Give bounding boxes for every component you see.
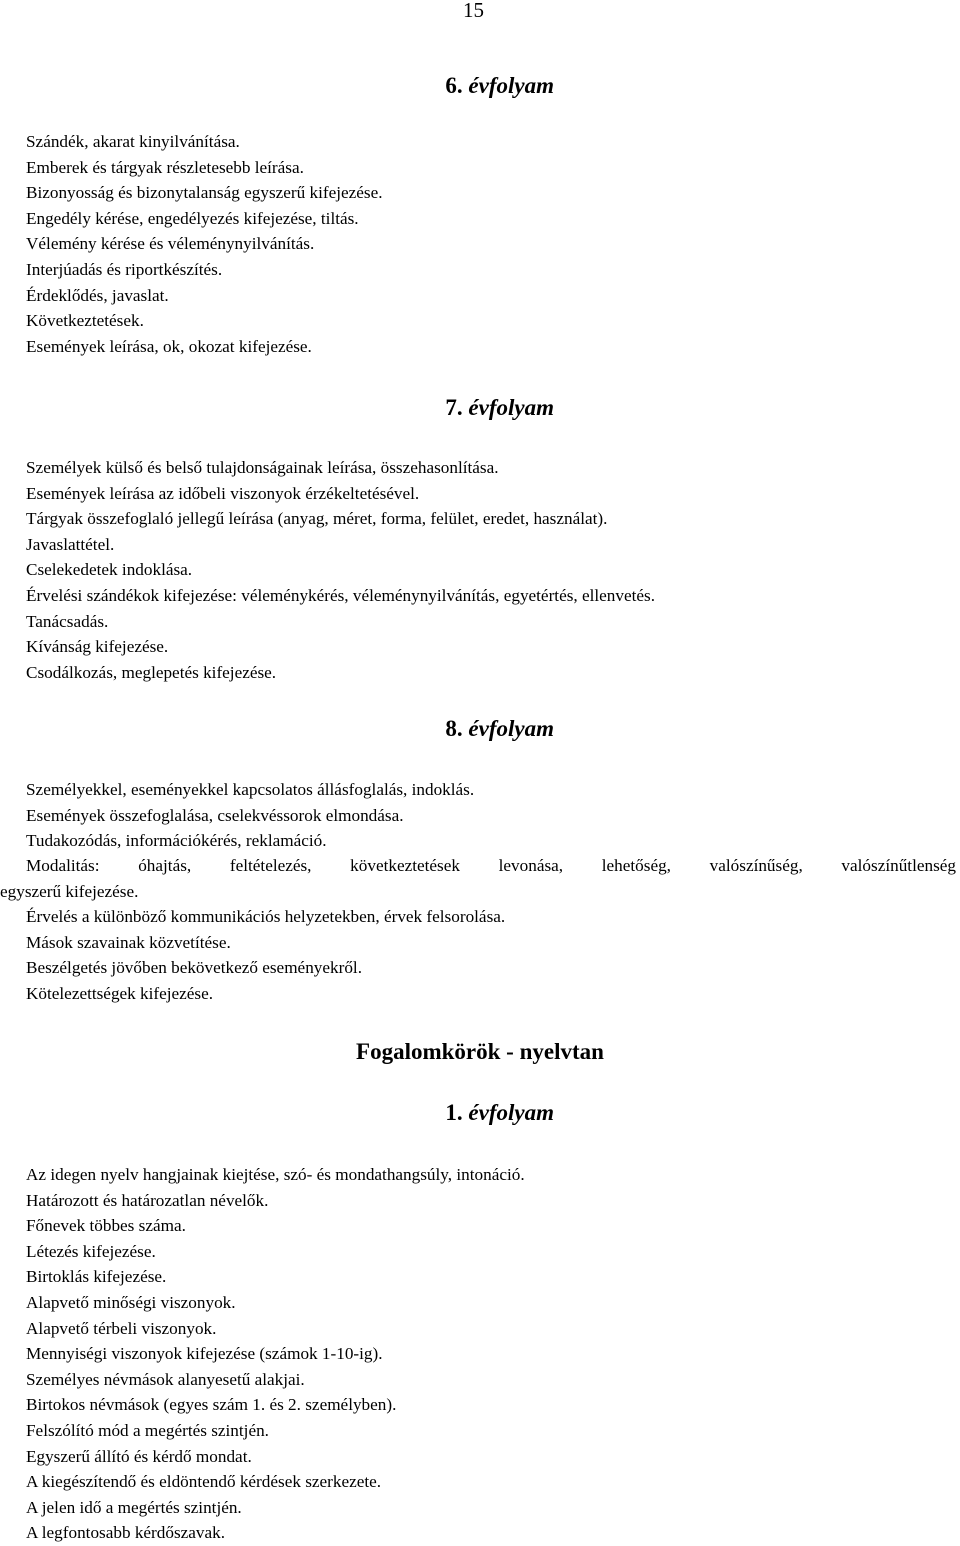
modality-line-2: egyszerű kifejezése. — [0, 881, 139, 901]
list-item: Események leírása, ok, okozat kifejezése. — [26, 336, 312, 356]
grade-6-list — [26, 129, 383, 359]
list-item: Interjúadás és riportkészítés. — [26, 259, 223, 279]
list-item: Események összefoglalása, cselekvéssorok elmondása. — [26, 805, 404, 825]
grade-1-heading — [0, 1099, 554, 1127]
list-item: Személyes névmások alanyesetű alakjai. — [26, 1369, 305, 1389]
section-title: Fogalomkörök - nyelvtan — [356, 1039, 604, 1064]
list-item: Tanácsadás. — [26, 611, 109, 631]
grade-8-heading — [0, 715, 554, 743]
list-item: Érvelési szándékok kifejezése: véleménykérés, véleménynyilvánítás, egyetértés, ellenvetés. — [26, 585, 655, 605]
grade-7-list — [26, 455, 655, 685]
grade-7-label: évfolyam — [468, 395, 554, 420]
grade-8-list-before — [26, 777, 474, 854]
list-item: Határozott és határozatlan névelők. — [26, 1190, 269, 1210]
list-item: Bizonyosság és bizonytalanság egyszerű kifejezése. — [26, 183, 383, 203]
list-item: Főnevek többes száma. — [26, 1216, 186, 1236]
list-item: Szándék, akarat kinyilvánítása. — [26, 132, 240, 151]
list-item: Emberek és tárgyak részletesebb leírása. — [26, 157, 304, 177]
grade-8-number: 8. — [445, 716, 463, 741]
list-item: Tudakozódás, információkérés, reklamáció. — [26, 831, 327, 851]
list-item: Engedély kérése, engedélyezés kifejezése, tiltás. — [26, 208, 359, 228]
list-item: Személyekkel, eseményekkel kapcsolatos állásfoglalás, indoklás. — [26, 780, 475, 799]
list-item: Cselekedetek indoklása. — [26, 560, 193, 580]
list-item: Felszólító mód a megértés szintjén. — [26, 1420, 269, 1440]
list-item: Alapvető minőségi viszonyok. — [26, 1292, 236, 1312]
list-item: Létezés kifejezése. — [26, 1241, 156, 1261]
list-item: Érdeklődés, javaslat. — [26, 285, 169, 305]
modality-line-1: Modalitás: óhajtás, feltételezés, következtetések levonása, lehetőség, valószínűség, valószínűtlenség — [26, 856, 956, 875]
grade-6-label: évfolyam — [468, 73, 554, 98]
list-item: A legfontosabb kérdőszavak. — [26, 1523, 226, 1543]
grade-7-number: 7. — [445, 395, 463, 420]
list-item: Birtoklás kifejezése. — [26, 1267, 167, 1287]
list-item: Érvelés a különböző kommunikációs helyzetekben, érvek felsorolása. — [26, 907, 506, 926]
grade-8-label: évfolyam — [468, 716, 554, 741]
grade-8-list-after — [26, 904, 505, 1006]
list-item: Alapvető térbeli viszonyok. — [26, 1318, 217, 1338]
list-item: Javaslattétel. — [26, 534, 115, 554]
page-number: 15 — [463, 0, 484, 22]
list-item: Tárgyak összefoglaló jellegű leírása (anyag, méret, forma, felület, eredet, használat). — [26, 509, 608, 529]
grade-1-list — [26, 1162, 525, 1546]
list-item: Birtokos névmások (egyes szám 1. és 2. személyben). — [26, 1395, 397, 1415]
grade-1-label: évfolyam — [468, 1100, 554, 1125]
grade-6-heading — [0, 72, 554, 100]
modality-paragraph — [0, 853, 956, 904]
list-item: Mennyiségi viszonyok kifejezése (számok 1-10-ig). — [26, 1344, 383, 1364]
list-item: Kívánság kifejezése. — [26, 637, 169, 657]
list-item: Következtetések. — [26, 311, 144, 331]
list-item: Beszélgetés jövőben bekövetkező eseményekről. — [26, 958, 362, 978]
grade-1-number: 1. — [445, 1100, 463, 1125]
list-item: Események leírása az időbeli viszonyok érzékeltetésével. — [26, 483, 420, 503]
list-item: Személyek külső és belső tulajdonságainak leírása, összehasonlítása. — [26, 458, 499, 477]
list-item: Egyszerű állító és kérdő mondat. — [26, 1446, 252, 1466]
list-item: A kiegészítendő és eldöntendő kérdések szerkezete. — [26, 1472, 382, 1492]
list-item: Vélemény kérése és véleménynyilvánítás. — [26, 234, 315, 254]
list-item: A jelen idő a megértés szintjén. — [26, 1497, 242, 1517]
list-item: Kötelezettségek kifejezése. — [26, 983, 214, 1003]
list-item: Az idegen nyelv hangjainak kiejtése, szó- és mondathangsúly, intonáció. — [26, 1165, 525, 1184]
list-item: Csodálkozás, meglepetés kifejezése. — [26, 662, 277, 682]
grade-7-heading — [0, 394, 554, 422]
list-item: Mások szavainak közvetítése. — [26, 932, 231, 952]
grade-6-number: 6. — [445, 73, 463, 98]
